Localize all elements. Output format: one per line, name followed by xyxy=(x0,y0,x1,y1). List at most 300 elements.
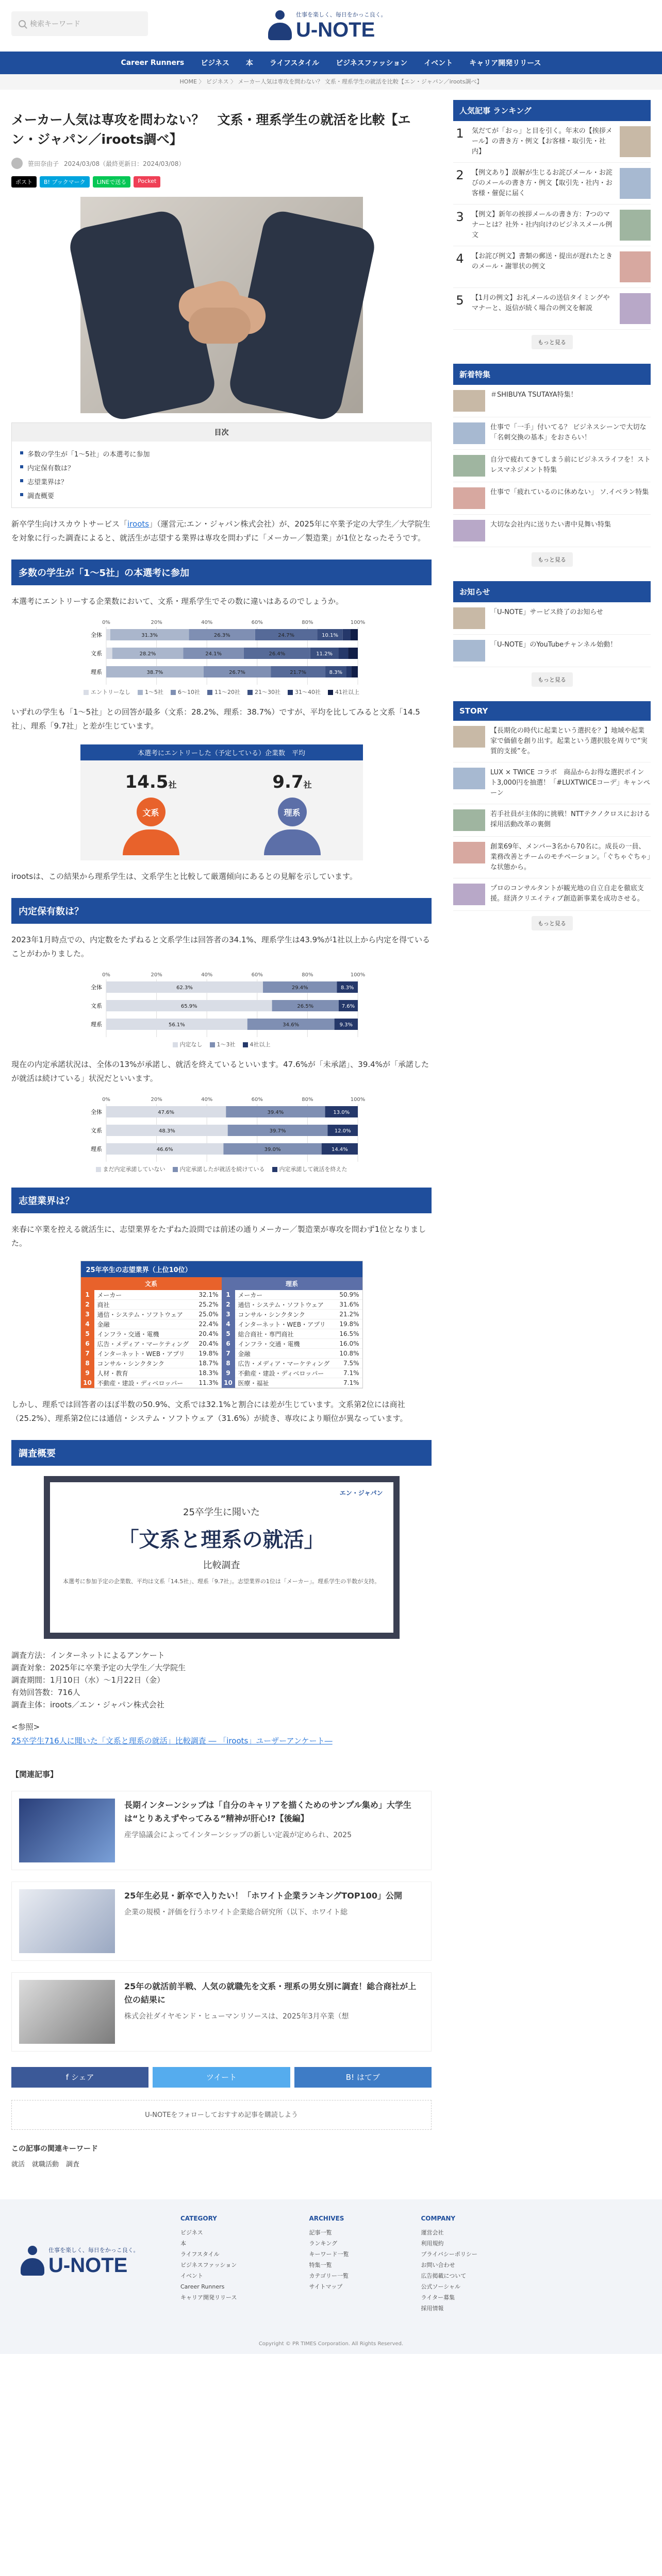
section-heading-selection: 多数の学生が「1～5社」の本選考に参加 xyxy=(11,560,432,585)
footer-link[interactable]: 運営会社 xyxy=(421,2229,444,2236)
footer-link[interactable]: 本 xyxy=(180,2240,186,2247)
ranking-title[interactable]: 【1月の例文】お礼メールの送信タイミングやマナーと、返信が続く場合の例文を解説 xyxy=(472,294,610,312)
industry-name: 医療・福祉 xyxy=(238,1379,269,1387)
footer-link[interactable]: お問い合わせ xyxy=(421,2262,455,2268)
footer-link[interactable]: 記事一覧 xyxy=(309,2229,332,2236)
story-item-thumbnail[interactable] xyxy=(453,884,485,905)
footer-logo[interactable] xyxy=(21,2246,139,2277)
related-article[interactable] xyxy=(11,1972,432,2052)
data-label: 39.4% xyxy=(267,1110,284,1115)
industry-percent: 16.5% xyxy=(339,1330,359,1337)
data-label: 56.1% xyxy=(168,1022,185,1028)
new-feature-item-thumbnail[interactable] xyxy=(453,455,485,477)
industry-name: インフラ・交通・電機 xyxy=(97,1330,159,1338)
industry-percent: 32.1% xyxy=(198,1291,219,1298)
more-button[interactable]: もっと見る xyxy=(532,672,573,687)
copyright: Copyright © PR TIMES Corporation. All Rights Reserved. xyxy=(258,2341,404,2347)
footer-link[interactable]: 採用情報 xyxy=(421,2305,444,2312)
industry-percent: 50.9% xyxy=(339,1291,359,1298)
legend-item xyxy=(171,688,200,696)
industry-percent: 25.0% xyxy=(198,1311,219,1318)
ranking-head-bunkei: 文系 xyxy=(81,1277,222,1290)
legend-item xyxy=(210,1040,236,1048)
pocket-button[interactable]: Pocket xyxy=(134,176,160,188)
footer-link[interactable]: 広告掲載について xyxy=(421,2273,467,2279)
x-post-button[interactable]: ポスト xyxy=(11,176,37,188)
breadcrumb[interactable]: HOME 〉 ビジネス 〉 メーカー人気は専攻を問わない？ 文系・理系学生の就活を比較【エン・ジャパン／iroots調べ】 xyxy=(0,74,662,90)
industry-name: 広告・メディア・マーケティング xyxy=(238,1360,330,1367)
footer-link[interactable]: 利用規約 xyxy=(421,2240,444,2247)
toc-item[interactable]: 志望業界は？ xyxy=(20,474,423,488)
industry-name: コンサル・シンクタンク xyxy=(238,1311,305,1318)
ranking-thumbnail[interactable] xyxy=(620,251,651,282)
story-item[interactable] xyxy=(453,762,651,804)
ranking-item[interactable] xyxy=(453,246,651,288)
new-feature-item-thumbnail[interactable] xyxy=(453,390,485,412)
site-logo[interactable] xyxy=(268,5,394,46)
rank-number: 7 xyxy=(222,1349,235,1359)
ranking-column-bunkei xyxy=(81,1277,222,1388)
global-nav xyxy=(0,52,662,74)
survey-small-title: 25卒学生に聞いた xyxy=(183,1507,260,1518)
hatena-bookmark-button[interactable]: B! ブックマーク xyxy=(40,176,90,188)
related-title[interactable]: 長期インターンシップは「自分のキャリアを描くためのサンプル集め」大学生は“とりあえずやってみる”精神が肝心!?【後編】 xyxy=(124,1800,411,1823)
x-tick-label: 100% xyxy=(350,620,365,625)
rank-number: 4 xyxy=(81,1319,94,1329)
hero-image xyxy=(80,197,363,413)
legend-name: 1～3社 xyxy=(217,1041,236,1048)
new-feature-item-title[interactable]: 大切な会社内に送りたい書中見舞い特集 xyxy=(490,521,611,529)
section-heading-naitei: 内定保有数は？ xyxy=(11,898,432,924)
data-label: 47.6% xyxy=(157,1110,174,1115)
legend-swatch xyxy=(210,1042,215,1047)
rank-number: 10 xyxy=(81,1378,94,1388)
story-item[interactable] xyxy=(453,837,651,878)
notice-item[interactable] xyxy=(453,635,651,667)
notice-item[interactable] xyxy=(453,602,651,635)
category-label: 文系 xyxy=(90,650,102,657)
new-feature-item-thumbnail[interactable] xyxy=(453,487,485,509)
story-item-title[interactable]: 創業69年、メンバー3名から70名に。成長の一員、業務改善とチームのモチベーション。「ぐちゃぐちゃ」な状態から。 xyxy=(490,843,651,871)
data-label: 38.7% xyxy=(146,670,163,675)
footer-logo-name: U-NOTE xyxy=(48,2254,128,2277)
keyword-tag[interactable]: 調査 xyxy=(66,2161,80,2168)
ranking-title[interactable]: 【お詫び例文】書類の郵送・提出が遅れたときのメール・謝罪状の例文 xyxy=(472,252,613,270)
ranking-row xyxy=(81,1359,222,1368)
x-tick-label: 20% xyxy=(150,1097,162,1103)
footer-link[interactable]: イベント xyxy=(180,2273,203,2279)
related-article[interactable] xyxy=(11,1882,432,1961)
industry-percent: 19.8% xyxy=(339,1320,359,1328)
paragraph: irootsは、この結果から理系学生は、文系学生と比較して厳選傾向にあるとの見解を示しています。 xyxy=(11,872,357,881)
legend-name: 内定承諾したが就活を続けている xyxy=(179,1166,265,1173)
rank-number: 1 xyxy=(222,1290,235,1300)
rank-number: 6 xyxy=(81,1339,94,1349)
author-name[interactable]: 笹田奈由子 xyxy=(28,160,59,167)
legend-name: エントリーなし xyxy=(91,689,130,696)
tweet-button[interactable]: ツイート xyxy=(153,2067,290,2088)
paragraph: いずれの学生も「1～5社」との回答が最多（文系：28.2%、理系：38.7%）ですが、平均を比してみると文系「14.5社」、理系「9.7社」と差が生じています。 xyxy=(11,707,420,731)
rank-number: 2 xyxy=(81,1300,94,1310)
legend-name: 21～30社 xyxy=(255,689,280,696)
ranking-row xyxy=(222,1319,362,1329)
footer-link[interactable]: キーワード一覧 xyxy=(309,2251,349,2258)
industry-percent: 10.8% xyxy=(339,1350,359,1357)
story-item-title[interactable]: 【長期化の時代に起業という選択を？】地域や起業家で価値を創り出す。起業という選択肢を周りで“実質的支援”を。 xyxy=(490,727,648,755)
legend-item xyxy=(288,688,321,696)
category-label: 全体 xyxy=(90,1109,102,1115)
data-label: 14.4% xyxy=(331,1147,348,1153)
data-label: 24.7% xyxy=(277,633,294,638)
bar-segment xyxy=(350,629,358,640)
footer-link[interactable]: 公式ソーシャル xyxy=(421,2283,461,2290)
industry-name: 広告・メディア・マーケティング xyxy=(97,1340,189,1348)
x-tick-label: 40% xyxy=(201,972,212,978)
legend-item xyxy=(173,1040,203,1048)
industry-percent: 7.1% xyxy=(343,1369,359,1377)
nav-business[interactable]: ビジネス xyxy=(201,59,229,67)
ranking-row xyxy=(222,1339,362,1349)
footer-link[interactable]: ランキング xyxy=(309,2240,338,2247)
footer-column xyxy=(421,2215,477,2314)
ranking-item[interactable] xyxy=(453,121,651,163)
story-item[interactable] xyxy=(453,878,651,911)
paragraph: 来春に卒業を控える就活生に、志望業界をたずねた設問では前述の通りメーカー／製造業が専攻を問わず1位となりました。 xyxy=(11,1225,426,1248)
facebook-share-button[interactable]: f シェア xyxy=(11,2067,148,2088)
story-item[interactable] xyxy=(453,721,651,762)
ranking-item[interactable] xyxy=(453,205,651,246)
footer-link[interactable]: ライフスタイル xyxy=(180,2251,220,2258)
author-avatar[interactable] xyxy=(11,158,23,169)
new-feature-item[interactable] xyxy=(453,450,651,482)
data-label: 7.6% xyxy=(341,1004,355,1009)
industry-name: 不動産・建設・ディベロッパー xyxy=(97,1379,184,1387)
ranking-thumbnail[interactable] xyxy=(620,210,651,241)
related-title[interactable]: 25年生必見・新卒で入りたい！「ホワイト企業ランキングTOP100」公開 xyxy=(124,1891,402,1901)
sidebar xyxy=(453,100,651,2168)
survey-subtitle: 比較調査 xyxy=(203,1560,240,1571)
x-tick-label: 0% xyxy=(102,972,110,978)
data-label: 26.4% xyxy=(268,651,285,657)
story-item-title[interactable]: 若手社員が主体的に挑戦！NTTテクノクロスにおける採用活動改革の裏側 xyxy=(490,810,651,828)
nav-event[interactable]: イベント xyxy=(424,59,453,67)
more-button[interactable]: もっと見る xyxy=(532,552,573,567)
industry-percent: 7.1% xyxy=(343,1379,359,1386)
legend-name: 41社以上 xyxy=(335,689,359,696)
ranking-title[interactable]: 気だてが「おっ」と目を引く。年末の【挨拶メール】の書き方・例文【お客様・取引先・社内】 xyxy=(472,127,613,156)
rikei-person-icon xyxy=(264,798,321,854)
new-feature-item-title[interactable]: 自分で疲れてきてしまう前にビジネスライフを！ストレスマネジメント特集 xyxy=(490,456,651,474)
legend-item xyxy=(173,1165,265,1173)
legend-swatch xyxy=(272,1167,277,1172)
rikei-label: 理系 xyxy=(278,798,307,826)
x-tick-label: 40% xyxy=(201,620,212,625)
footer-link[interactable]: サイトマップ xyxy=(309,2283,343,2290)
data-label: 13.0% xyxy=(333,1110,350,1115)
industry-name: 総合商社・専門商社 xyxy=(238,1330,294,1338)
legend-swatch xyxy=(247,690,253,695)
notice-widget xyxy=(453,581,651,687)
story-item-title[interactable]: LUX × TWICE コラボ 商品からお得な選択ポイント3,000円を抽選！「#LUXTWICEコーデ」キャンペーン xyxy=(490,769,650,797)
search-icon xyxy=(19,20,26,27)
footer-link[interactable]: カテゴリー一覧 xyxy=(309,2273,349,2279)
industry-percent: 31.6% xyxy=(339,1301,359,1308)
x-tick-label: 60% xyxy=(251,1097,263,1103)
ranking-row xyxy=(222,1368,362,1378)
new-feature-item[interactable] xyxy=(453,482,651,515)
article-dates: 2024/03/08（最終更新日：2024/03/08） xyxy=(64,160,185,167)
new-feature-item[interactable] xyxy=(453,417,651,450)
notice-item-title[interactable]: 「U-NOTE」サービス終了のお知らせ xyxy=(490,608,603,616)
data-label: 62.3% xyxy=(176,985,193,991)
ranking-title[interactable]: 【例文あり】誤解が生じるお詫びメール・お詫びのメールの書き方・例文【取引先・社内・お客様・催促に届く xyxy=(472,169,613,197)
reference-link[interactable]: 25卒学生716人に聞いた「文系と理系の就活」比較調査 ― 「iroots」ユーザーアンケート― xyxy=(11,1736,333,1745)
chart-legend xyxy=(11,1040,432,1048)
new-feature-item-title[interactable]: ＃SHIBUYA TSUTAYA特集！ xyxy=(490,391,577,399)
legend-item xyxy=(207,688,240,696)
ranking-row xyxy=(81,1310,222,1319)
paragraph: 2023年1月時点での、内定数をたずねると文系学生は回答者の34.1%、理系学生は43.9%が1社以上から内定を得ていることがわかりました。 xyxy=(11,935,430,958)
data-label: 39.0% xyxy=(264,1147,280,1153)
industry-percent: 18.7% xyxy=(198,1360,219,1367)
nav-lifestyle[interactable]: ライフスタイル xyxy=(269,59,320,67)
article-title: メーカー人気は専攻を問わない？ 文系・理系学生の就活を比較【エン・ジャパン／iroots調べ】 xyxy=(11,112,411,147)
industry-percent: 20.4% xyxy=(198,1340,219,1347)
toc-item[interactable]: 多数の学生が「1～5社」の本選考に参加 xyxy=(20,447,423,461)
ranking-heading: 人気記事 ランキング xyxy=(453,100,651,121)
data-label: 12.0% xyxy=(334,1128,351,1134)
method-line: 有効回答数：716人 xyxy=(11,1688,80,1697)
ranking-row xyxy=(222,1300,362,1310)
category-label: 理系 xyxy=(90,669,102,675)
legend-item xyxy=(328,688,359,696)
search-placeholder: 検索キーワード xyxy=(30,20,80,28)
footer-column xyxy=(309,2215,349,2314)
related-thumbnail[interactable] xyxy=(19,1980,115,2044)
industry-percent: 20.4% xyxy=(198,1330,219,1337)
chart-entry-count xyxy=(11,618,432,696)
story-heading: STORY xyxy=(453,701,651,721)
ranking-thumbnail[interactable] xyxy=(620,293,651,324)
nav-career-runners[interactable]: Career Runners xyxy=(121,59,185,67)
related-thumbnail[interactable] xyxy=(19,1799,115,1862)
legend-swatch xyxy=(243,1042,248,1047)
average-entry-infographic xyxy=(80,744,363,860)
hatena-button[interactable]: B! はてブ xyxy=(294,2067,432,2088)
rank-number: 1 xyxy=(81,1290,94,1300)
section-heading-summary: 調査概要 xyxy=(11,1440,432,1466)
ranking-row xyxy=(81,1378,222,1388)
iroots-link[interactable]: iroots xyxy=(127,519,150,529)
legend-item xyxy=(247,688,280,696)
legend-swatch xyxy=(84,690,89,695)
rank-number: 3 xyxy=(81,1310,94,1319)
legend-name: 6～10社 xyxy=(178,689,200,696)
x-tick-label: 40% xyxy=(201,1097,212,1103)
x-tick-label: 60% xyxy=(251,620,263,625)
rank-number: 5 xyxy=(81,1329,94,1339)
chart-legend xyxy=(11,1165,432,1173)
story-item-thumbnail[interactable] xyxy=(453,842,485,863)
ranking-thumbnail[interactable] xyxy=(620,168,651,199)
ranking-title[interactable]: 【例文】新年の挨拶メールの書き方：7つのマナーとは？社外・社内向けのビジネスメール例文 xyxy=(472,211,613,239)
story-item-thumbnail[interactable] xyxy=(453,809,485,831)
legend-name: 内定承諾して就活を終えた xyxy=(279,1166,347,1173)
industry-percent: 18.3% xyxy=(198,1369,219,1377)
industry-percent: 25.2% xyxy=(198,1301,219,1308)
footer-link[interactable]: Career Runners xyxy=(180,2283,225,2290)
table-of-contents xyxy=(11,422,432,508)
line-share-button[interactable]: LINEで送る xyxy=(93,176,131,188)
new-feature-item[interactable] xyxy=(453,385,651,417)
rank-number: 9 xyxy=(81,1368,94,1378)
bar-segment xyxy=(106,629,110,640)
footer-link[interactable]: 特集一覧 xyxy=(309,2262,332,2268)
toc-item[interactable]: 内定保有数は？ xyxy=(20,461,423,474)
intro-paragraph: 新卒学生向けスカウトサービス「iroots」（運営元:エン・ジャパン株式会社）が、2025年に卒業予定の大学生／大学院生を対象に行った調査によると、就活生が志望する業界は専攻を問わずに「メーカー／製造業」が1位となったそうです。 xyxy=(11,519,431,543)
rank-number: 3 xyxy=(222,1310,235,1319)
notice-item-title[interactable]: 「U-NOTE」のYouTubeチャンネル始動！ xyxy=(490,641,617,649)
story-item-title[interactable]: プロのコンサルタントが観光地の自立自走を徹底支援。経済クリエイティブ創造新事業を成功させる。 xyxy=(490,885,644,903)
rikei-average: 9.7 xyxy=(272,772,304,792)
logo-name: U-NOTE xyxy=(296,19,375,41)
nav-book[interactable]: 本 xyxy=(245,59,253,67)
footer-link[interactable]: ライター募集 xyxy=(421,2294,455,2301)
keyword-tag[interactable]: 就職活動 xyxy=(32,2161,59,2168)
industry-name: 不動産・建設・ディベロッパー xyxy=(238,1369,324,1377)
keywords-heading: この記事の関連キーワード xyxy=(11,2145,98,2153)
industry-percent: 21.2% xyxy=(339,1311,359,1318)
data-label: 26.3% xyxy=(213,633,230,638)
industry-percent: 16.0% xyxy=(339,1340,359,1347)
ranking-number: 4 xyxy=(456,251,464,266)
bar-segment xyxy=(346,666,351,677)
data-label: 48.3% xyxy=(158,1128,175,1134)
footer-link[interactable]: ビジネスファッション xyxy=(180,2262,237,2268)
bunkei-person-icon xyxy=(123,798,179,854)
new-feature-item[interactable] xyxy=(453,515,651,547)
survey-cover-image xyxy=(44,1476,400,1639)
method-line: 調査対象：2025年に卒業予定の大学生／大学院生 xyxy=(11,1663,186,1672)
reference-label: <参照> xyxy=(11,1722,40,1732)
footer-link[interactable]: ビジネス xyxy=(180,2229,203,2236)
ranking-row xyxy=(222,1359,362,1368)
notice-item-thumbnail[interactable] xyxy=(453,640,485,662)
ranking-thumbnail[interactable] xyxy=(620,126,651,157)
ranking-number: 3 xyxy=(456,210,464,224)
rank-number: 5 xyxy=(222,1329,235,1339)
related-article[interactable] xyxy=(11,1791,432,1870)
category-label: 文系 xyxy=(90,1127,102,1134)
new-feature-item-thumbnail[interactable] xyxy=(453,422,485,444)
follow-box[interactable]: U-NOTEをフォローしておすすめ記事を購読しよう xyxy=(11,2100,432,2130)
x-tick-label: 60% xyxy=(251,972,263,978)
story-item-thumbnail[interactable] xyxy=(453,726,485,748)
logo-mark-icon xyxy=(21,2246,44,2277)
data-label: 28.2% xyxy=(139,651,156,657)
rank-number: 6 xyxy=(222,1339,235,1349)
category-label: 文系 xyxy=(90,1003,102,1009)
footer-column-heading: CATEGORY xyxy=(180,2215,217,2222)
toc-item[interactable]: 調査概要 xyxy=(20,488,423,502)
rank-number: 10 xyxy=(222,1378,235,1388)
related-desc: 株式会社ダイヤモンド・ヒューマンリソースは、2025年3月卒業（想 xyxy=(124,2012,349,2021)
ranking-column-rikei xyxy=(222,1277,362,1388)
legend-swatch xyxy=(328,690,333,695)
data-label: 65.9% xyxy=(180,1004,197,1009)
category-label: 全体 xyxy=(90,984,102,991)
x-tick-label: 80% xyxy=(301,1097,313,1103)
x-tick-label: 20% xyxy=(150,620,162,625)
ranking-item[interactable] xyxy=(453,288,651,330)
legend-item xyxy=(272,1165,347,1173)
legend-swatch xyxy=(96,1167,101,1172)
ranking-row xyxy=(81,1349,222,1359)
unit-label: 社 xyxy=(303,780,312,790)
chart-legend xyxy=(11,688,432,696)
legend-item xyxy=(84,688,130,696)
footer-column-heading: ARCHIVES xyxy=(309,2215,344,2222)
footer-link[interactable]: プライバシーポリシー xyxy=(421,2251,477,2258)
method-line: 調査主体：iroots／エン・ジャパン株式会社 xyxy=(11,1700,164,1709)
notice-item-thumbnail[interactable] xyxy=(453,607,485,629)
ranking-row xyxy=(81,1368,222,1378)
more-button[interactable]: もっと見る xyxy=(532,335,573,349)
infographic-title: 本選考にエントリーした（予定している）企業数 平均 xyxy=(80,744,363,760)
related-title[interactable]: 25年の就活前半戦、人気の就職先を文系・理系の男女別に調査！総合商社が上位の結果に xyxy=(124,1981,417,2005)
infographic-bunkei xyxy=(100,772,203,854)
new-feature-item-title[interactable]: 仕事で「疲れているのに休めない」 ソ.イベラン特集 xyxy=(490,488,649,496)
data-label: 21.7% xyxy=(289,670,306,675)
industry-name: 商社 xyxy=(97,1301,110,1309)
legend-swatch xyxy=(171,690,176,695)
data-label: 29.4% xyxy=(291,985,308,991)
share-bar-bottom xyxy=(11,2067,432,2088)
more-button[interactable]: もっと見る xyxy=(532,916,573,930)
stacked-bar-chart xyxy=(80,1095,363,1162)
category-label: 理系 xyxy=(90,1146,102,1153)
data-label: 46.6% xyxy=(156,1147,173,1153)
keyword-tag[interactable]: 就活 xyxy=(11,2161,25,2168)
related-thumbnail[interactable] xyxy=(19,1889,115,1953)
related-desc: 産学協議会によってインターンシップの新しい定義が定められ、2025 xyxy=(124,1831,352,1839)
bar-segment xyxy=(342,629,350,640)
stacked-bar-chart xyxy=(80,618,363,685)
legend-item xyxy=(96,1165,166,1173)
story-item-thumbnail[interactable] xyxy=(453,768,485,789)
legend-swatch xyxy=(173,1167,178,1172)
x-tick-label: 20% xyxy=(150,972,162,978)
search-box[interactable] xyxy=(11,11,148,36)
footer-link[interactable]: キャリア開発リリース xyxy=(180,2294,237,2301)
nav-career-release[interactable]: キャリア開発リリース xyxy=(469,59,541,67)
method-line: 調査方法：インターネットによるアンケート xyxy=(11,1651,165,1660)
ranking-title: 25年卒生の志望業界（上位10位） xyxy=(81,1261,362,1277)
industry-percent: 19.8% xyxy=(198,1350,219,1357)
ranking-item[interactable] xyxy=(453,163,651,205)
new-feature-item-thumbnail[interactable] xyxy=(453,520,485,541)
legend-item xyxy=(138,688,163,696)
nav-business-fashion[interactable]: ビジネスファッション xyxy=(336,59,408,67)
logo-tagline: 仕事を楽しく、毎日をかっこ良く。 xyxy=(296,11,387,18)
survey-big-title: 「文系と理系の就活」 xyxy=(118,1528,325,1552)
infographic-rikei xyxy=(241,772,344,854)
new-feature-item-title[interactable]: 仕事で「一手」付いてる？ ビジネスシーンで大切な「名刺交換の基本」をおさらい！ xyxy=(490,423,647,442)
ranking-row xyxy=(81,1329,222,1339)
story-item[interactable] xyxy=(453,804,651,837)
legend-name: 1～5社 xyxy=(145,689,163,696)
industry-name: コンサル・シンクタンク xyxy=(97,1360,164,1367)
